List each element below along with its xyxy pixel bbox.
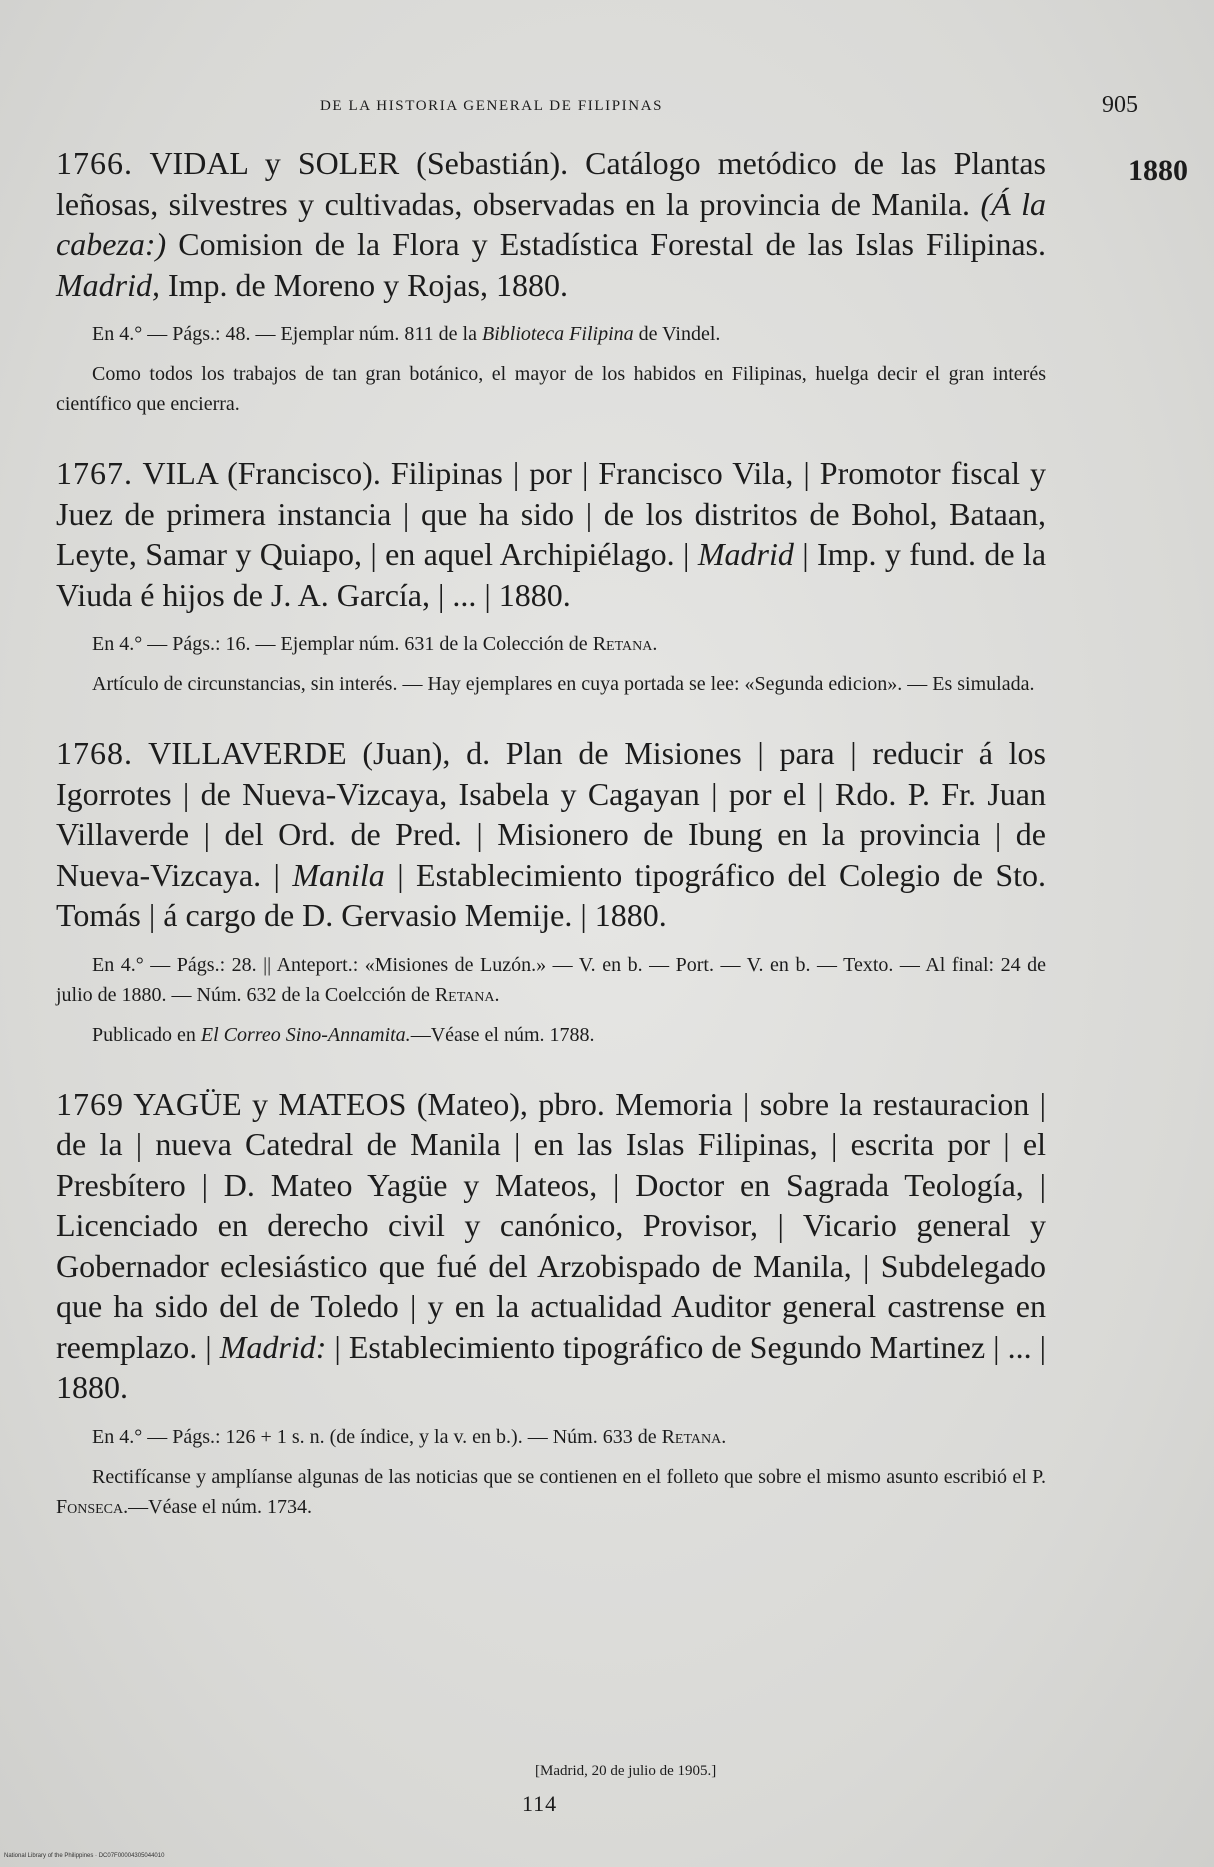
note-text: Publicado en [92, 1023, 196, 1046]
entry-text [56, 1084, 1046, 1408]
entry-body: | Imp. y fund. de la Viuda é hijos de J. A. García, | ... | 1880. [56, 536, 1047, 613]
entry-body: VIDAL y SOLER (Sebastián). Catálogo metódico de las Plantas leñosas, silvestres y cultivadas, observadas en la provincia de Manila. [56, 145, 1046, 222]
entry-italic: (Á la cabeza:) [56, 185, 1047, 262]
entry-body: Comision de la Flora y Estadística Forestal de las Islas Filipinas. [178, 226, 1047, 262]
note-text: En 4.° — Págs.: 126 + 1 s. n. (de índice, y la v. en b.). — Núm. 633 de [92, 1425, 657, 1448]
entry-body: YAGÜE y MATEOS (Mateo), pbro. Memoria | sobre la restauracion | de la | nueva Catedral de Manila | en las Islas Filipinas, | escrita por | el Presbítero | D. Mateo Yagüe y Mateos, | Doctor en Sagrada Teología, | Licenciado en derecho civil y canónico, Provisor, | Vicario general y Gobernador eclesiástico que fué del Arzobispado de Manila, | Subdelegado que ha sido del de Toledo | y en la actualidad Auditor general castrense en reemplazo. | [56, 1085, 1047, 1365]
entry-body: Imp. de Moreno y Rojas, 1880. [168, 266, 568, 303]
entry-number: 1768. [56, 735, 133, 771]
collation-note [56, 319, 1046, 349]
entry-italic: Madrid [697, 536, 794, 572]
entry-1766 [56, 143, 1046, 419]
entry-body: | Establecimiento tipográfico de Segundo Martinez | ... | 1880. [56, 1328, 1047, 1405]
page-body [56, 143, 1046, 1556]
entry-1768 [56, 733, 1046, 1050]
note-text: .—Véase el núm. 1734. [123, 1495, 312, 1518]
commentary-note: Artículo de circunstancias, sin interés. — Hay ejemplares en cuya portada se lee: «Segunda edicion». — Es simulada. [92, 673, 1035, 695]
note-smallcaps: Retana [434, 983, 495, 1006]
entry-number: 1769 [56, 1085, 124, 1122]
note-smallcaps: Retana [661, 1425, 722, 1448]
note-text: En 4.° — Págs.: 48. — Ejemplar núm. 811 de la [92, 323, 477, 345]
entry-body: VILA (Francisco). Filipinas | por | Francisco Vila, | Promotor fiscal y Juez de primera instancia | que ha sido | de los distritos de Bohol, Bataan, Leyte, Samar y Quiapo, | en aquel Archipiélago. | [56, 455, 1047, 572]
library-watermark: National Library of the Philippines · DC07F00004305044010 [4, 1853, 165, 1859]
note-text: . [721, 1425, 727, 1448]
entry-italic: Madrid: [219, 1328, 327, 1365]
note-text: —Véase el núm. 1788. [410, 1023, 595, 1046]
collation-note [56, 950, 1046, 1010]
note-text: . [652, 633, 658, 655]
imprint-date: [Madrid, 20 de julio de 1905.] [535, 1763, 717, 1779]
entry-text [56, 733, 1046, 936]
note-text: Rectifícanse y amplíanse algunas de las noticias que se contienen en el folleto que sobre el mismo asunto escribió el P. [92, 1465, 1046, 1488]
note-italic: Biblioteca Filipina [481, 323, 634, 345]
entry-number: 1766. [56, 145, 133, 181]
commentary-note: Como todos los trabajos de tan gran botánico, el mayor de los habidos en Filipinas, huelga decir el gran interés científico que encierra. [56, 363, 1046, 415]
commentary-note [56, 1020, 1046, 1050]
running-title: DE LA HISTORIA GENERAL DE FILIPINAS [320, 98, 664, 114]
note-italic: El Correo Sino-Annamita. [200, 1023, 411, 1046]
entry-italic: Madrid, [56, 266, 160, 303]
entry-italic: Manila [292, 856, 385, 893]
entry-1767 [56, 453, 1046, 699]
note-text: En 4.° — Págs.: 28. || Anteport.: «Misiones de Luzón.» — V. en b. — Port. — V. en b. — Texto. — Al final: 24 de julio de 1880. — Núm. 632 de la Coelcción de [56, 953, 1046, 1006]
page-number: 905 [1102, 92, 1138, 118]
collation-note [56, 629, 1046, 659]
entry-1769 [56, 1084, 1046, 1522]
note-text: . [494, 983, 500, 1006]
note-text: En 4.° — Págs.: 16. — Ejemplar núm. 631 de la Colección de [92, 633, 588, 655]
entry-number: 1767. [56, 455, 133, 491]
entry-body: | Establecimiento tipográfico del Colegio de Sto. Tomás | á cargo de D. Gervasio Memije. | 1880. [56, 856, 1047, 933]
note-text: de Vindel. [638, 323, 721, 345]
entry-body: VILLAVERDE (Juan), d. Plan de Misiones | para | reducir á los Igorrotes | de Nueva-Vizcaya, Isabela y Cagayan | por el | Rdo. P. Fr. Juan Villaverde | del Ord. de Pred. | Misionero de Ibung en la provincia | de Nueva-Vizcaya. | [56, 735, 1047, 893]
entry-text [56, 143, 1046, 305]
entry-text [56, 453, 1046, 615]
commentary-note [56, 1462, 1046, 1522]
sheet-signature: 114 [522, 1791, 558, 1816]
note-smallcaps: Fonseca [56, 1495, 124, 1518]
collation-note [56, 1422, 1046, 1452]
note-smallcaps: Retana [592, 633, 653, 655]
margin-year: 1880 [1128, 154, 1188, 187]
